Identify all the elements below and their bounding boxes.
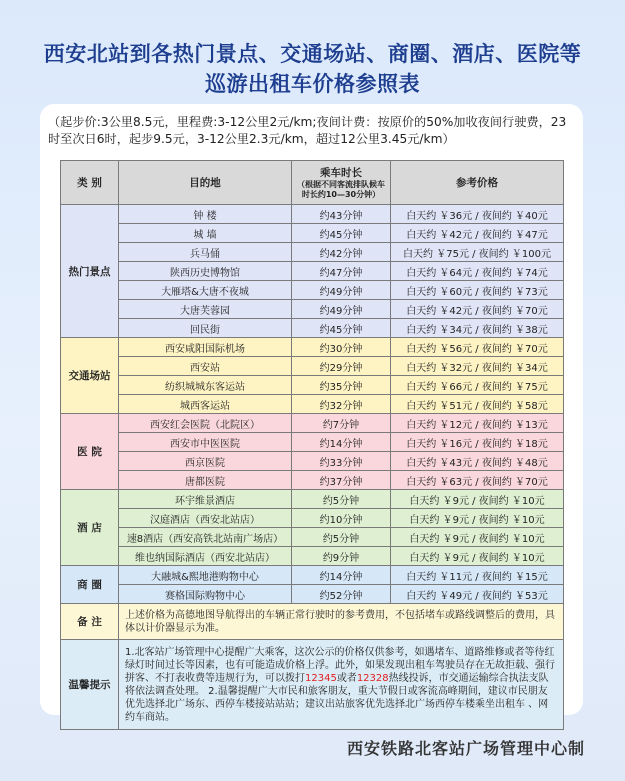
price-cell: 白天约 ￥75元 / 夜间约 ￥100元 [391,243,564,262]
time-cell: 约32分钟 [292,395,391,414]
header-time-label: 乘车时长 [320,167,362,179]
destination-cell: 大唐芙蓉园 [119,300,292,319]
time-cell: 约5分钟 [292,528,391,547]
price-cell: 白天约 ￥11元 / 夜间约 ￥15元 [391,566,564,585]
time-cell: 约52分钟 [292,585,391,604]
hotline-12328: 12328 [356,672,389,684]
price-cell: 白天约 ￥51元 / 夜间约 ￥58元 [391,395,564,414]
time-cell: 约35分钟 [292,376,391,395]
time-cell: 约10分钟 [292,509,391,528]
destination-cell: 钟 楼 [119,205,292,224]
page-subtitle: 巡游出租车价格参照表 [205,72,420,96]
price-cell: 白天约 ￥60元 / 夜间约 ￥73元 [391,281,564,300]
price-cell: 白天约 ￥64元 / 夜间约 ￥74元 [391,262,564,281]
header-time-note: （根据不同客流排队候车时长约10—30分钟） [297,180,385,199]
time-cell: 约7分钟 [292,414,391,433]
destination-cell: 速8酒店（西安高铁北站南广场店） [119,528,292,547]
destination-cell: 西京医院 [119,452,292,471]
price-cell: 白天约 ￥43元 / 夜间约 ￥48元 [391,452,564,471]
destination-cell: 回民街 [119,319,292,338]
price-cell: 白天约 ￥12元 / 夜间约 ￥13元 [391,414,564,433]
destination-cell: 赛格国际购物中心 [119,585,292,604]
tips-text-part1: 1.北客站广场管理中心提醒广大乘客，这次公示的价格仅供参考，如遇堵车、道路维修或者等待红绿灯时间过长等因素，也有可能造成价格上浮。此外，如果发现出租车驾驶员存在无故拒载、强行拼客、不打表收费等违规行为，可以拨打 [125,646,555,684]
hotline-12345: 12345 [305,672,337,684]
destination-cell: 唐都医院 [119,471,292,490]
category-transport: 交通场站 [61,338,119,414]
header-price: 参考价格 [391,161,564,205]
time-cell: 约49分钟 [292,300,391,319]
price-cell: 白天约 ￥9元 / 夜间约 ￥10元 [391,528,564,547]
price-cell: 白天约 ￥42元 / 夜间约 ￥70元 [391,300,564,319]
destination-cell: 环宇维景酒店 [119,490,292,509]
tips-text-part3: 热线投诉，市交通运输综合执法支队将依法调查处理。 2.温馨提醒广大市民和旅客朋友，重大节假日或客流高峰期间，建议市民朋友优先选择北广场东、西停车楼接站站站；建议出站旅客优先选择北广场西停车楼乘坐出租车 、网约车商站。 [125,672,549,723]
fare-rules-intro: （起步价:3公里8.5元，里程费:3-12公里2元/km;夜间计费：按原价的50%加收夜间行驶费，23时至次日6时，起步9.5元，3-12公里2.3元/km，超过12公里3.45元/km） [48,115,567,146]
time-cell: 约45分钟 [292,319,391,338]
destination-cell: 西安站 [119,357,292,376]
destination-cell: 城 墙 [119,224,292,243]
time-cell: 约30分钟 [292,338,391,357]
price-cell: 白天约 ￥34元 / 夜间约 ￥38元 [391,319,564,338]
price-cell: 白天约 ￥9元 / 夜间约 ￥10元 [391,509,564,528]
note-text: 上述价格为高德地图导航得出的车辆正常行驶时的参考费用，不包括堵车或路线调整后的费用，具体以计价器显示为准。 [119,604,564,640]
price-cell: 白天约 ￥16元 / 夜间约 ￥18元 [391,433,564,452]
header-category: 类 别 [61,161,119,205]
destination-cell: 大雁塔&大唐不夜城 [119,281,292,300]
tips-label: 温馨提示 [61,640,119,730]
price-table-wrapper [60,160,564,730]
time-cell: 约42分钟 [292,243,391,262]
tips-text-part2: 或者 [336,672,357,684]
header-time [292,161,391,205]
destination-cell: 大融城&熙地港购物中心 [119,566,292,585]
page-title: 西安北站到各热门景点、交通场站、商圈、酒店、医院等 [43,42,582,66]
category-hospital: 医 院 [61,414,119,490]
time-cell: 约37分钟 [292,471,391,490]
header-destination: 目的地 [119,161,292,205]
note-label: 备 注 [61,604,119,640]
time-cell: 约29分钟 [292,357,391,376]
time-cell: 约43分钟 [292,205,391,224]
time-cell: 约14分钟 [292,566,391,585]
destination-cell: 城西客运站 [119,395,292,414]
issuer-footer: 西安铁路北客站广场管理中心制 [346,739,585,758]
category-hotel: 酒 店 [61,490,119,566]
time-cell: 约33分钟 [292,452,391,471]
destination-cell: 汉庭酒店（西安北站店） [119,509,292,528]
destination-cell: 维也纳国际酒店（西安北站店） [119,547,292,566]
time-cell: 约47分钟 [292,262,391,281]
price-cell: 白天约 ￥49元 / 夜间约 ￥53元 [391,585,564,604]
destination-cell: 西安红会医院（北院区） [119,414,292,433]
price-table [60,160,564,730]
price-cell: 白天约 ￥42元 / 夜间约 ￥47元 [391,224,564,243]
time-cell: 约9分钟 [292,547,391,566]
tips-text [119,640,564,730]
price-cell: 白天约 ￥66元 / 夜间约 ￥75元 [391,376,564,395]
category-scenic: 热门景点 [61,205,119,338]
price-cell: 白天约 ￥36元 / 夜间约 ￥40元 [391,205,564,224]
price-cell: 白天约 ￥32元 / 夜间约 ￥34元 [391,357,564,376]
time-cell: 约14分钟 [292,433,391,452]
price-cell: 白天约 ￥63元 / 夜间约 ￥70元 [391,471,564,490]
time-cell: 约45分钟 [292,224,391,243]
price-cell: 白天约 ￥9元 / 夜间约 ￥10元 [391,547,564,566]
destination-cell: 西安咸阳国际机场 [119,338,292,357]
destination-cell: 纺织城城东客运站 [119,376,292,395]
time-cell: 约5分钟 [292,490,391,509]
destination-cell: 西安市中医医院 [119,433,292,452]
destination-cell: 兵马俑 [119,243,292,262]
price-cell: 白天约 ￥56元 / 夜间约 ￥70元 [391,338,564,357]
category-mall: 商 圈 [61,566,119,604]
destination-cell: 陕西历史博物馆 [119,262,292,281]
time-cell: 约49分钟 [292,281,391,300]
price-cell: 白天约 ￥9元 / 夜间约 ￥10元 [391,490,564,509]
